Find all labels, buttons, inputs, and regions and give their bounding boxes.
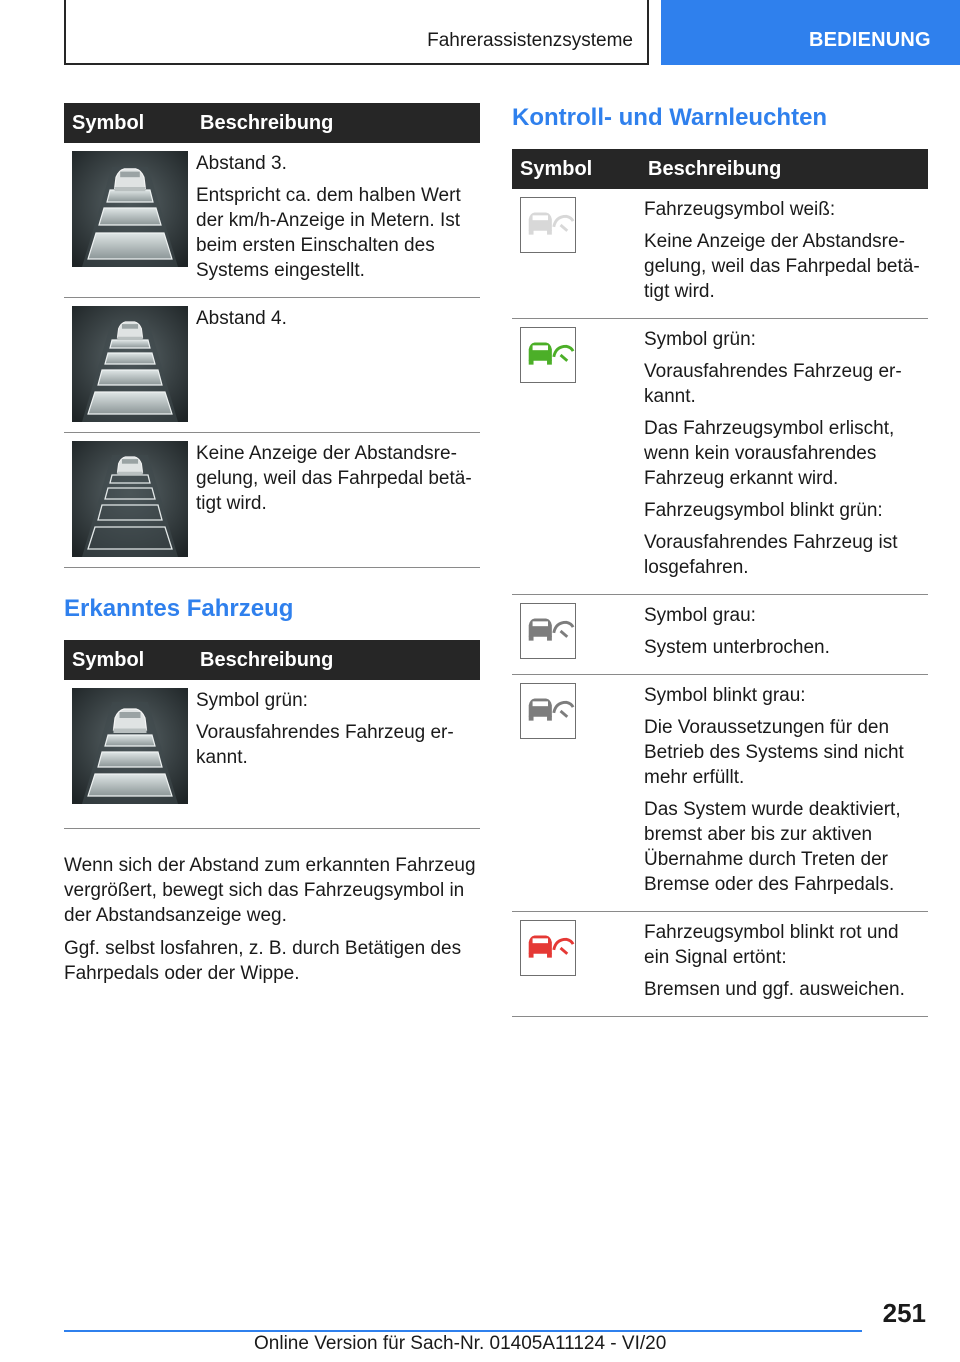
right-column	[512, 103, 928, 1017]
table-header-row	[64, 103, 480, 143]
row-text-1: Keine Anzeige der Abstandsregelung, weil das Fahrpedal betätigt wird.	[196, 443, 472, 514]
row-text-2: System unterbrochen.	[644, 637, 830, 658]
row-text-3: Das Fahrzeugsymbol erlischt, wenn kein vorausfahrendes Fahrzeug erkannt wird.	[644, 418, 895, 489]
row-text-5: Vorausfahrendes Fahrzeug ist losgefahren.	[644, 532, 898, 578]
row-text-2: Bremsen und ggf. ausweichen.	[644, 979, 905, 1000]
vehicle-symbol-grey-icon	[520, 603, 576, 659]
vehicle-symbol-green-icon	[520, 327, 576, 383]
online-version-note: Online Version für Sach-Nr. 01405A11124 - VI/20	[254, 1333, 667, 1354]
footer-divider	[64, 1330, 862, 1332]
distance-4-display-icon	[72, 306, 188, 422]
row-text-1: Symbol grün:	[644, 329, 756, 350]
table-row	[512, 912, 928, 1017]
kontroll-warnleuchten-heading: Kontroll- und Warnleuchten	[512, 104, 828, 131]
header-chapter-box	[64, 0, 649, 65]
table-row	[64, 298, 480, 433]
table-row	[64, 433, 480, 568]
column-header-symbol: Symbol	[64, 103, 188, 143]
distance-table	[64, 103, 480, 568]
column-header-description: Beschreibung	[636, 149, 928, 189]
table-row	[512, 595, 928, 675]
column-header-symbol: Symbol	[512, 149, 636, 189]
no-distance-display-icon	[72, 441, 188, 557]
row-text-2: Keine Anzeige der Abstandsregelung, weil das Fahrpedal betätigt wird.	[644, 231, 920, 302]
indicator-lights-table	[512, 149, 928, 1017]
table-header-row	[512, 149, 928, 189]
left-column	[64, 103, 480, 994]
row-text-1: Fahrzeugsymbol weiß:	[644, 199, 836, 220]
distance-3-display-icon	[72, 151, 188, 267]
header-section-tab	[661, 0, 960, 65]
row-text-4: Fahrzeugsymbol blinkt grün:	[644, 500, 883, 521]
detected-vehicle-table	[64, 640, 480, 829]
table-header-row	[64, 640, 480, 680]
table-row	[64, 680, 480, 829]
vehicle-symbol-grey-blinking-icon	[520, 683, 576, 739]
row-text-1: Symbol blinkt grau:	[644, 685, 806, 706]
erkanntes-fahrzeug-heading: Erkanntes Fahrzeug	[64, 595, 294, 622]
row-text-2: Vorausfahrendes Fahrzeug erkannt.	[196, 722, 454, 768]
table-row	[512, 675, 928, 912]
column-header-symbol: Symbol	[64, 640, 188, 680]
table-row	[512, 319, 928, 595]
row-text-1: Abstand 3.	[196, 153, 287, 174]
row-text-2: Entspricht ca. dem halben Wert der km/h-Anzeige in Metern. Ist beim ersten Einschalten des Systems eingestellt.	[196, 185, 461, 281]
row-text-1: Symbol grau:	[644, 605, 756, 626]
page-number: 251	[882, 1298, 926, 1328]
section-title: BEDIENUNG	[809, 29, 931, 51]
row-text-1: Abstand 4.	[196, 308, 287, 329]
row-text-1: Symbol grün:	[196, 690, 308, 711]
vehicle-symbol-white-icon	[520, 197, 576, 253]
vehicle-symbol-red-icon	[520, 920, 576, 976]
table-row	[64, 143, 480, 298]
table-row	[512, 189, 928, 319]
column-header-description: Beschreibung	[188, 103, 480, 143]
column-header-description: Beschreibung	[188, 640, 480, 680]
paragraph-distance-increase: Wenn sich der Abstand zum erkannten Fahrzeug vergrößert, bewegt sich das Fahrzeugsymbol in der Abstandsanzeige weg.	[64, 855, 476, 926]
row-text-2: Die Voraussetzungen für den Betrieb des Systems sind nicht mehr erfüllt.	[644, 717, 904, 788]
row-text-1: Fahrzeugsymbol blinkt rot und ein Signal ertönt:	[644, 922, 899, 968]
chapter-title: Fahrerassistenzsysteme	[427, 30, 633, 51]
vehicle-detected-display-icon	[72, 688, 188, 804]
row-text-2: Vorausfahrendes Fahrzeug erkannt.	[644, 361, 902, 407]
paragraph-start-driving: Ggf. selbst losfahren, z. B. durch Betätigen des Fahrpedals oder der Wippe.	[64, 938, 462, 984]
row-text-3: Das System wurde deaktiviert, bremst aber bis zur aktiven Übernahme durch Treten der Bremse oder des Fahrpedals.	[644, 799, 901, 895]
